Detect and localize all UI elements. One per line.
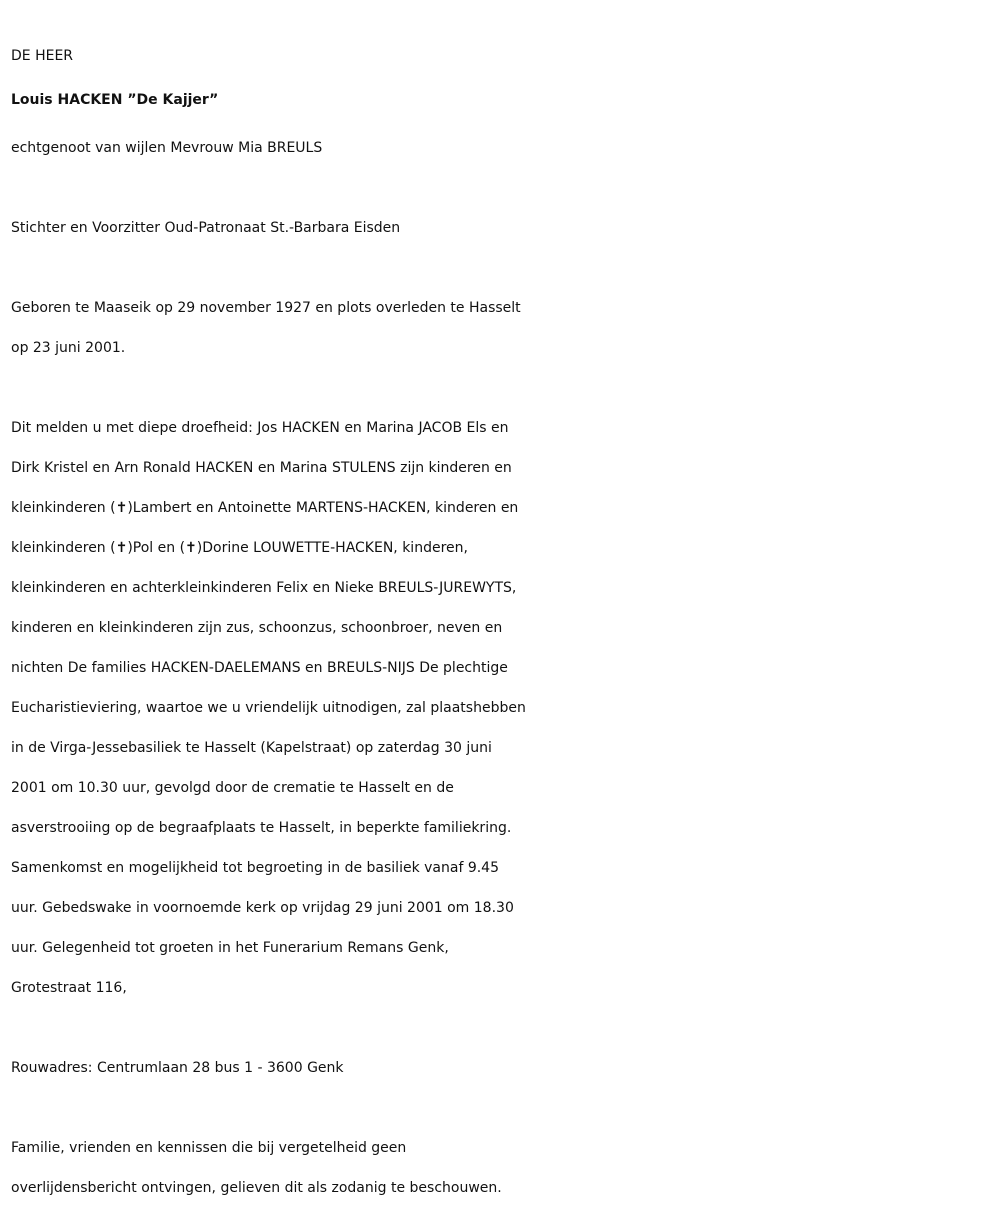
mourning-address: Rouwadres: Centrumlaan 28 bus 1 - 3600 Genk bbox=[11, 1060, 344, 1076]
spacer bbox=[11, 1008, 991, 1048]
paragraph-line: kleinkinderen en achterkleinkinderen Felix en Nieke BREULS-JUREWYTS, bbox=[11, 580, 517, 596]
paragraph-line: overlijdensbericht ontvingen, gelieven dit als zodanig te beschouwen. bbox=[11, 1180, 502, 1196]
paragraph-line: Familie, vrienden en kennissen die bij vergetelheid geen bbox=[11, 1140, 407, 1156]
paragraph-line: Geboren te Maaseik op 29 november 1927 en plots overleden te Hasselt bbox=[11, 300, 521, 316]
paragraph-line: op 23 juni 2001. bbox=[11, 340, 126, 356]
paragraph-line: Eucharistieviering, waartoe we u vriendelijk uitnodigen, zal plaatshebben bbox=[11, 700, 526, 716]
spouse-line: echtgenoot van wijlen Mevrouw Mia BREULS bbox=[11, 140, 323, 156]
paragraph-line: 2001 om 10.30 uur, gevolgd door de crematie te Hasselt en de bbox=[11, 780, 454, 796]
spacer bbox=[11, 168, 991, 208]
spacer bbox=[11, 248, 991, 288]
spacer bbox=[11, 1088, 991, 1128]
honorific: DE HEER bbox=[11, 48, 74, 64]
announcement-paragraph bbox=[11, 408, 991, 1008]
paragraph-line: uur. Gebedswake in voornoemde kerk op vrijdag 29 juni 2001 om 18.30 bbox=[11, 900, 514, 916]
role-line: Stichter en Voorzitter Oud-Patronaat St.-Barbara Eisden bbox=[11, 220, 401, 236]
paragraph-line: nichten De families HACKEN-DAELEMANS en BREULS-NIJS De plechtige bbox=[11, 660, 508, 676]
paragraph-line: Dit melden u met diepe droefheid: Jos HACKEN en Marina JACOB Els en bbox=[11, 420, 509, 436]
deceased-name: Louis HACKEN ”De Kajjer” bbox=[11, 92, 219, 108]
paragraph-line: asverstrooiing op de begraafplaats te Hasselt, in beperkte familiekring. bbox=[11, 820, 512, 836]
paragraph-line: Samenkomst en mogelijkheid tot begroeting in de basiliek vanaf 9.45 bbox=[11, 860, 499, 876]
paragraph-line: kinderen en kleinkinderen zijn zus, schoonzus, schoonbroer, neven en bbox=[11, 620, 503, 636]
paragraph-line: Dirk Kristel en Arn Ronald HACKEN en Marina STULENS zijn kinderen en bbox=[11, 460, 512, 476]
spacer bbox=[11, 368, 991, 408]
paragraph-line: Grotestraat 116, bbox=[11, 980, 127, 996]
paragraph-line: kleinkinderen (✝)Pol en (✝)Dorine LOUWETTE-HACKEN, kinderen, bbox=[11, 540, 468, 556]
closing-paragraph bbox=[11, 1128, 991, 1208]
paragraph-line: kleinkinderen (✝)Lambert en Antoinette MARTENS-HACKEN, kinderen en bbox=[11, 500, 519, 516]
birth-death-paragraph bbox=[11, 288, 991, 368]
obituary-notice bbox=[11, 36, 991, 1208]
paragraph-line: uur. Gelegenheid tot groeten in het Funerarium Remans Genk, bbox=[11, 940, 449, 956]
paragraph-line: in de Virga-Jessebasiliek te Hasselt (Kapelstraat) op zaterdag 30 juni bbox=[11, 740, 492, 756]
